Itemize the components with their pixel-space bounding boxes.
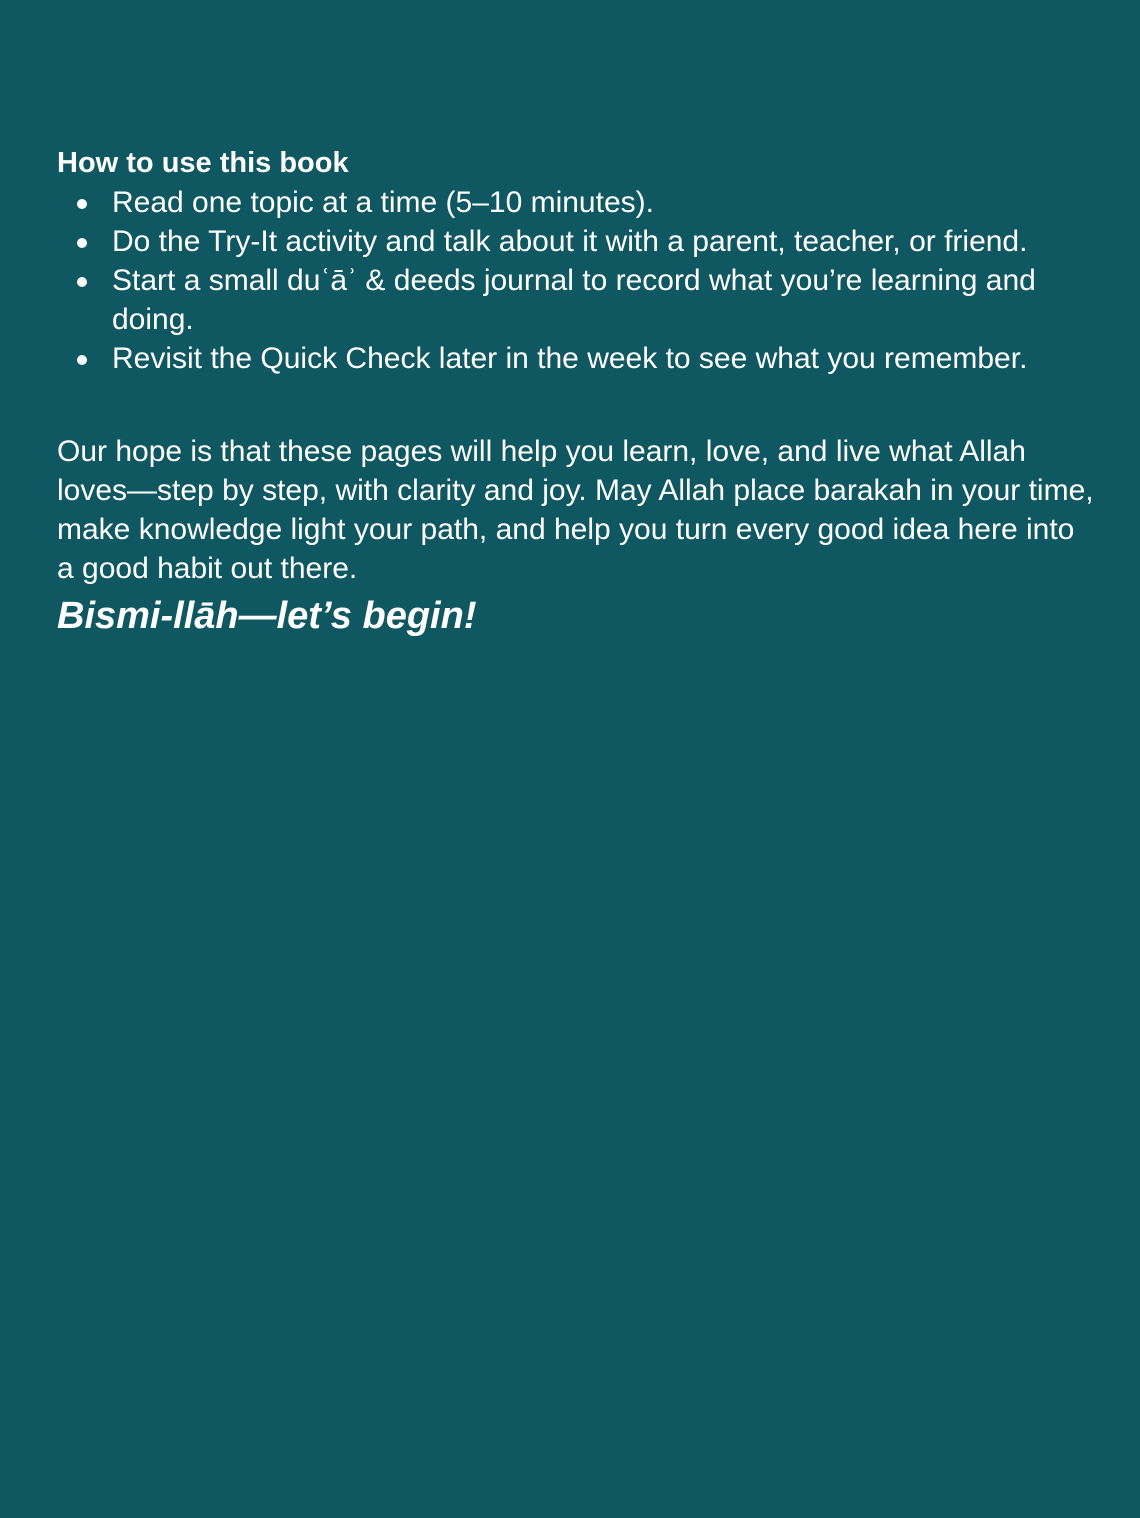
list-item xyxy=(57,339,1097,378)
bullet-icon xyxy=(77,277,87,287)
list-item-text: Start a small duʿāʾ & deeds journal to record what you’re learning and doing. xyxy=(112,264,1036,336)
bullet-icon xyxy=(77,355,87,365)
list-item xyxy=(57,183,1097,222)
section-heading: How to use this book xyxy=(57,147,349,179)
list-item-text: Do the Try-It activity and talk about it with a parent, teacher, or friend. xyxy=(112,225,1028,258)
list-item-text: Revisit the Quick Check later in the week to see what you remember. xyxy=(112,342,1028,375)
signoff-text: Bismi-llāh—let’s begin! xyxy=(57,595,477,637)
list-item xyxy=(57,222,1097,261)
page-content xyxy=(57,144,1097,642)
bullet-icon xyxy=(77,238,87,248)
bullet-icon xyxy=(77,199,87,209)
tips-list xyxy=(57,183,1097,378)
closing-paragraph: Our hope is that these pages will help you learn, love, and live what Allah loves—step by step, with clarity and joy. May Allah place barakah in your time, make knowledge light your path, and help you turn every good idea here into a good habit out there. xyxy=(57,435,1094,585)
list-item xyxy=(57,261,1097,339)
list-item-text: Read one topic at a time (5–10 minutes). xyxy=(112,186,654,219)
